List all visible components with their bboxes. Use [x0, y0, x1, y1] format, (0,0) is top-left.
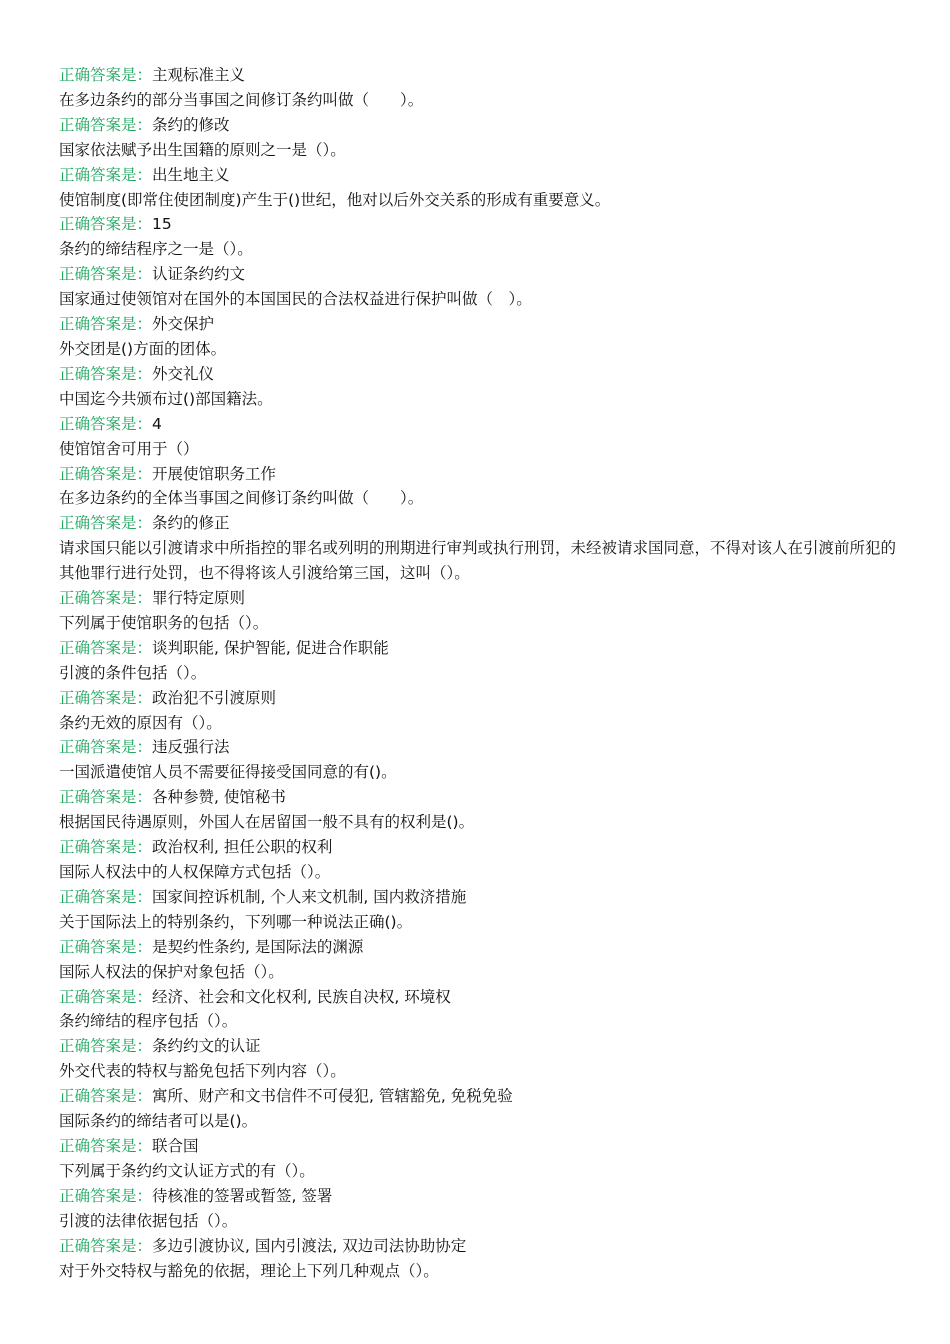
answer-label: 正确答案是： — [59, 315, 153, 334]
question-line: 下列属于使馆职务的包括（）。 — [59, 613, 269, 632]
answer-label: 正确答案是： — [59, 589, 153, 608]
answer-text: 待核准的签署或暂签, 签署 — [152, 1186, 333, 1205]
answer-label: 正确答案是： — [59, 464, 153, 483]
answer-line — [59, 835, 899, 860]
answer-text: 罪行特定原则 — [152, 589, 246, 608]
question-line: 条约的缔结程序之一是（）。 — [59, 240, 253, 259]
answer-line — [59, 1184, 899, 1209]
answer-label: 正确答案是： — [59, 1136, 153, 1155]
answer-line — [59, 935, 899, 960]
answer-label: 正确答案是： — [59, 688, 153, 707]
answer-line — [59, 412, 899, 437]
answer-line — [59, 262, 899, 287]
answer-text: 经济、社会和文化权利, 民族自决权, 环境权 — [152, 987, 451, 1006]
answer-line — [59, 636, 899, 661]
question-line: 国际人权法的保护对象包括（）。 — [59, 962, 284, 981]
answer-line — [59, 686, 899, 711]
answer-label: 正确答案是： — [59, 514, 153, 533]
answer-text: 各种参赞, 使馆秘书 — [152, 788, 286, 807]
question-line: 关于国际法上的特别条约，下列哪一种说法正确()。 — [59, 912, 413, 931]
answer-text: 国家间控诉机制, 个人来文机制, 国内救济措施 — [152, 887, 467, 906]
answer-label: 正确答案是： — [59, 987, 153, 1006]
answer-text: 政治犯不引渡原则 — [152, 688, 277, 707]
answer-line — [59, 113, 899, 138]
question-line: 下列属于条约约文认证方式的有（）。 — [59, 1161, 315, 1180]
question-line: 国家依法赋予出生国籍的原则之一是（）。 — [59, 140, 346, 159]
answer-text: 谈判职能, 保护智能, 促进合作职能 — [152, 638, 389, 657]
question-line: 条约无效的原因有（）。 — [59, 713, 222, 732]
answer-line — [59, 1134, 899, 1159]
answer-text: 外交保护 — [152, 315, 215, 334]
answer-text: 主观标准主义 — [152, 66, 246, 84]
question-line: 外交代表的特权与豁免包括下列内容（）。 — [59, 1062, 346, 1081]
question-line: 在多边条约的全体当事国之间修订条约叫做（ ）。 — [59, 489, 424, 508]
answer-text: 出生地主义 — [152, 165, 230, 184]
answer-label: 正确答案是： — [59, 414, 153, 433]
question-line: 引渡的法律依据包括（）。 — [59, 1211, 238, 1230]
document-body — [59, 63, 899, 1283]
answer-text: 15 — [152, 215, 172, 234]
question-line: 引渡的条件包括（）。 — [59, 663, 207, 682]
answer-label: 正确答案是： — [59, 738, 153, 757]
question-line: 国家通过使领馆对在国外的本国国民的合法权益进行保护叫做（ ）。 — [59, 290, 532, 309]
answer-line — [59, 63, 899, 88]
answer-line — [59, 885, 899, 910]
question-line: 请求国只能以引渡请求中所指控的罪名或列明的刑期进行审判或执行刑罚，未经被请求国同意，不得对该人在引渡前所犯的其他罪行进行处罚，也不得将该人引渡给第三国，这叫（）。 — [59, 539, 897, 583]
answer-label: 正确答案是： — [59, 887, 153, 906]
answer-line — [59, 1234, 899, 1259]
answer-text: 违反强行法 — [152, 738, 230, 757]
answer-text: 4 — [152, 414, 162, 433]
answer-text: 政治权利, 担任公职的权利 — [152, 838, 333, 857]
answer-line — [59, 212, 899, 237]
question-line: 外交团是()方面的团体。 — [59, 339, 227, 358]
answer-label: 正确答案是： — [59, 638, 153, 657]
answer-text: 寓所、财产和文书信件不可侵犯, 管辖豁免, 免税免验 — [152, 1087, 513, 1106]
answer-text: 是契约性条约, 是国际法的渊源 — [152, 937, 364, 956]
answer-line — [59, 462, 899, 487]
answer-label: 正确答案是： — [59, 1236, 153, 1255]
question-line: 在多边条约的部分当事国之间修订条约叫做（ ）。 — [59, 90, 424, 109]
question-line: 条约缔结的程序包括（）。 — [59, 1012, 238, 1031]
answer-line — [59, 511, 899, 536]
answer-label: 正确答案是： — [59, 165, 153, 184]
question-line: 一国派遣使馆人员不需要征得接受国同意的有()。 — [59, 763, 397, 782]
answer-label: 正确答案是： — [59, 788, 153, 807]
answer-text: 认证条约约文 — [152, 265, 246, 284]
answer-text: 外交礼仪 — [152, 364, 215, 383]
answer-line — [59, 312, 899, 337]
answer-line — [59, 1034, 899, 1059]
answer-text: 条约的修正 — [152, 514, 230, 533]
answer-text: 多边引渡协议, 国内引渡法, 双边司法协助协定 — [152, 1236, 467, 1255]
answer-label: 正确答案是： — [59, 265, 153, 284]
answer-label: 正确答案是： — [59, 1186, 153, 1205]
question-line: 使馆制度(即常住使团制度)产生于()世纪，他对以后外交关系的形成有重要意义。 — [59, 190, 611, 209]
question-line: 中国迄今共颁布过()部国籍法。 — [59, 389, 273, 408]
question-line: 国际人权法中的人权保障方式包括（）。 — [59, 863, 331, 881]
answer-line — [59, 735, 899, 760]
answer-text: 开展使馆职务工作 — [152, 464, 277, 483]
answer-line — [59, 785, 899, 810]
answer-line — [59, 586, 899, 611]
answer-line — [59, 1084, 899, 1109]
answer-text: 条约的修改 — [152, 115, 230, 134]
answer-line — [59, 362, 899, 387]
answer-text: 条约约文的认证 — [152, 1037, 261, 1056]
answer-label: 正确答案是： — [59, 364, 153, 383]
question-line: 使馆馆舍可用于（） — [59, 439, 199, 458]
answer-label: 正确答案是： — [59, 1087, 153, 1106]
answer-label: 正确答案是： — [59, 838, 153, 857]
answer-label: 正确答案是： — [59, 1037, 153, 1056]
question-line: 国际条约的缔结者可以是()。 — [59, 1112, 258, 1131]
answer-line — [59, 163, 899, 188]
answer-text: 联合国 — [152, 1136, 199, 1155]
question-line: 对于外交特权与豁免的依据，理论上下列几种观点（）。 — [59, 1261, 439, 1280]
answer-label: 正确答案是： — [59, 66, 153, 84]
answer-label: 正确答案是： — [59, 115, 153, 134]
question-line: 根据国民待遇原则，外国人在居留国一般不具有的权利是()。 — [59, 813, 475, 832]
answer-line — [59, 985, 899, 1010]
answer-label: 正确答案是： — [59, 937, 153, 956]
answer-label: 正确答案是： — [59, 215, 153, 234]
